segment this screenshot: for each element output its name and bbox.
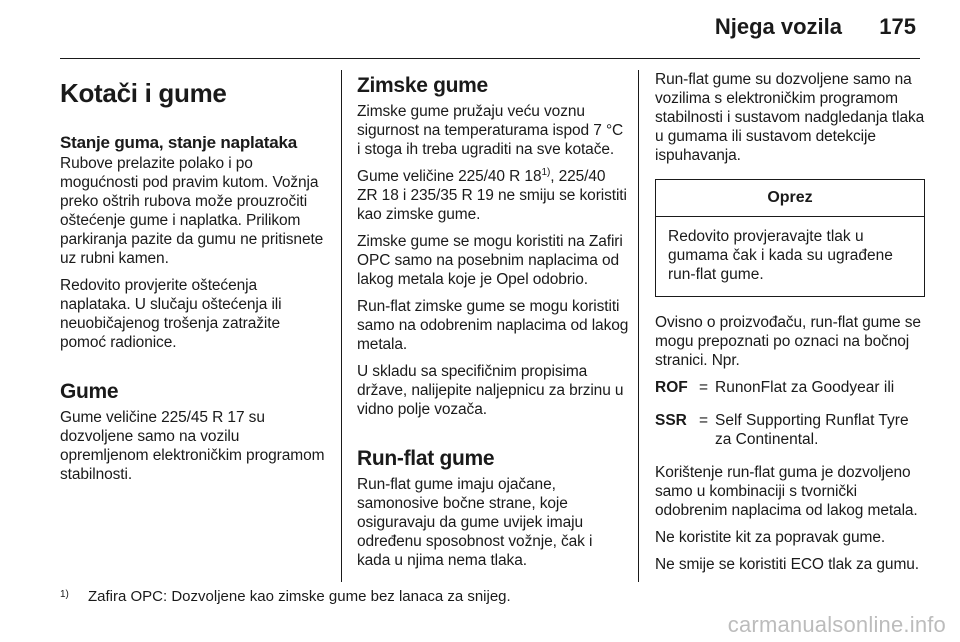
definition-row — [655, 411, 925, 449]
page-header — [0, 0, 960, 62]
paragraph: Gume veličine 225/45 R 17 su dozvoljene samo na vozilu opremljenom elektroničkim programom stabilnosti. — [60, 409, 325, 483]
subsection-heading-tyres: Gume — [60, 380, 119, 403]
paragraph: Ne smije se koristiti ECO tlak za gumu. — [655, 556, 919, 573]
column-divider-2 — [638, 70, 639, 582]
caution-text: Redovito provjeravajte tlak u gumama čak i kada su ugrađene run-flat gume. — [668, 228, 893, 283]
subsection-heading-run-flat: Run-flat gume — [357, 447, 495, 470]
column-3 — [655, 70, 925, 582]
paragraph: U skladu sa specifičnim propisima države, nalijepite naljepnicu za brzinu u vidno polje vozača. — [357, 363, 624, 418]
paragraph: Gume veličine 225/40 R 18$^{1)}$, 225/40 ZR 18 i 235/35 R 19 ne smiju se koristiti kao zimske gume. — [357, 166, 627, 223]
header-rule — [60, 58, 920, 59]
paragraph: Redovito provjerite oštećenja naplataka. U slučaju oštećenja ili neuobičajenog trošenja zatražite pomoć radionice. — [60, 277, 282, 351]
footnote-text: Zafira OPC: Dozvoljene kao zimske gume bez lanaca za snijeg. — [88, 588, 511, 605]
footnote — [60, 588, 920, 605]
paragraph: Run-flat gume su dozvoljene samo na vozilima s elektroničkim programom stabilnosti i sustavom nadgledanja tlaka u gumama ili sustavom detekcije ispuhavanja. — [655, 71, 925, 164]
page-number: 175 — [879, 14, 916, 39]
paragraph: Zimske gume pružaju veću voznu sigurnost na temperaturama ispod 7 °C i stoga ih treba ugraditi na sve kotače. — [357, 103, 624, 158]
footnote-reference: 1) — [541, 166, 551, 178]
column-1 — [60, 70, 328, 492]
column-2 — [357, 70, 629, 578]
subsection-heading-tyre-condition: Stanje guma, stanje naplataka — [60, 133, 298, 152]
definition-equals: = — [699, 379, 709, 396]
paragraph: Rubove prelazite polako i po mogućnosti pod pravim kutom. Vožnja preko oštrih rubova može prouzročiti oštećenje gume i naplatka. Prilikom parkiranja pazite da gumu ne pritisnete uz rubni kamen. — [60, 155, 324, 267]
footnote-mark: 1) — [60, 589, 69, 600]
caution-title: Oprez — [656, 180, 924, 217]
caution-box — [655, 179, 925, 297]
definition-description: Self Supporting Runflat Tyre za Continental. — [715, 412, 909, 448]
column-divider-1 — [341, 70, 342, 582]
paragraph: Zimske gume se mogu koristiti na Zafiri OPC samo na posebnim naplacima od lakog metala koje je Opel odobrio. — [357, 233, 623, 288]
subsection-heading-winter-tyres: Zimske gume — [357, 74, 488, 97]
definition-term: SSR — [655, 412, 687, 429]
definition-equals: = — [699, 412, 709, 429]
definition-row — [655, 378, 925, 397]
paragraph: Ne koristite kit za popravak gume. — [655, 529, 886, 546]
section-title: Kotači i gume — [60, 78, 227, 108]
paragraph: Run-flat gume imaju ojačane, samonosive bočne strane, koje osiguravaju da gume uvijek imaju određenu sposobnost vožnje, čak i kada u njima nema tlaka. — [357, 476, 593, 569]
paragraph: Run-flat zimske gume se mogu koristiti samo na odobrenim naplacima od lakog metala. — [357, 298, 629, 353]
paragraph: Korištenje run-flat guma je dozvoljeno samo u kombinaciji s tvornički odobrenim naplacima od lakog metala. — [655, 464, 918, 519]
definition-description: RunonFlat za Goodyear ili — [715, 379, 895, 396]
definition-term: ROF — [655, 379, 688, 396]
watermark: carmanualsonline.info — [727, 612, 946, 637]
definition-list — [655, 378, 925, 449]
paragraph: Ovisno o proizvođaču, run-flat gume se mogu prepoznati po oznaci na bočnoj stranici. Npr. — [655, 314, 921, 369]
header-title: Njega vozila — [714, 14, 842, 39]
